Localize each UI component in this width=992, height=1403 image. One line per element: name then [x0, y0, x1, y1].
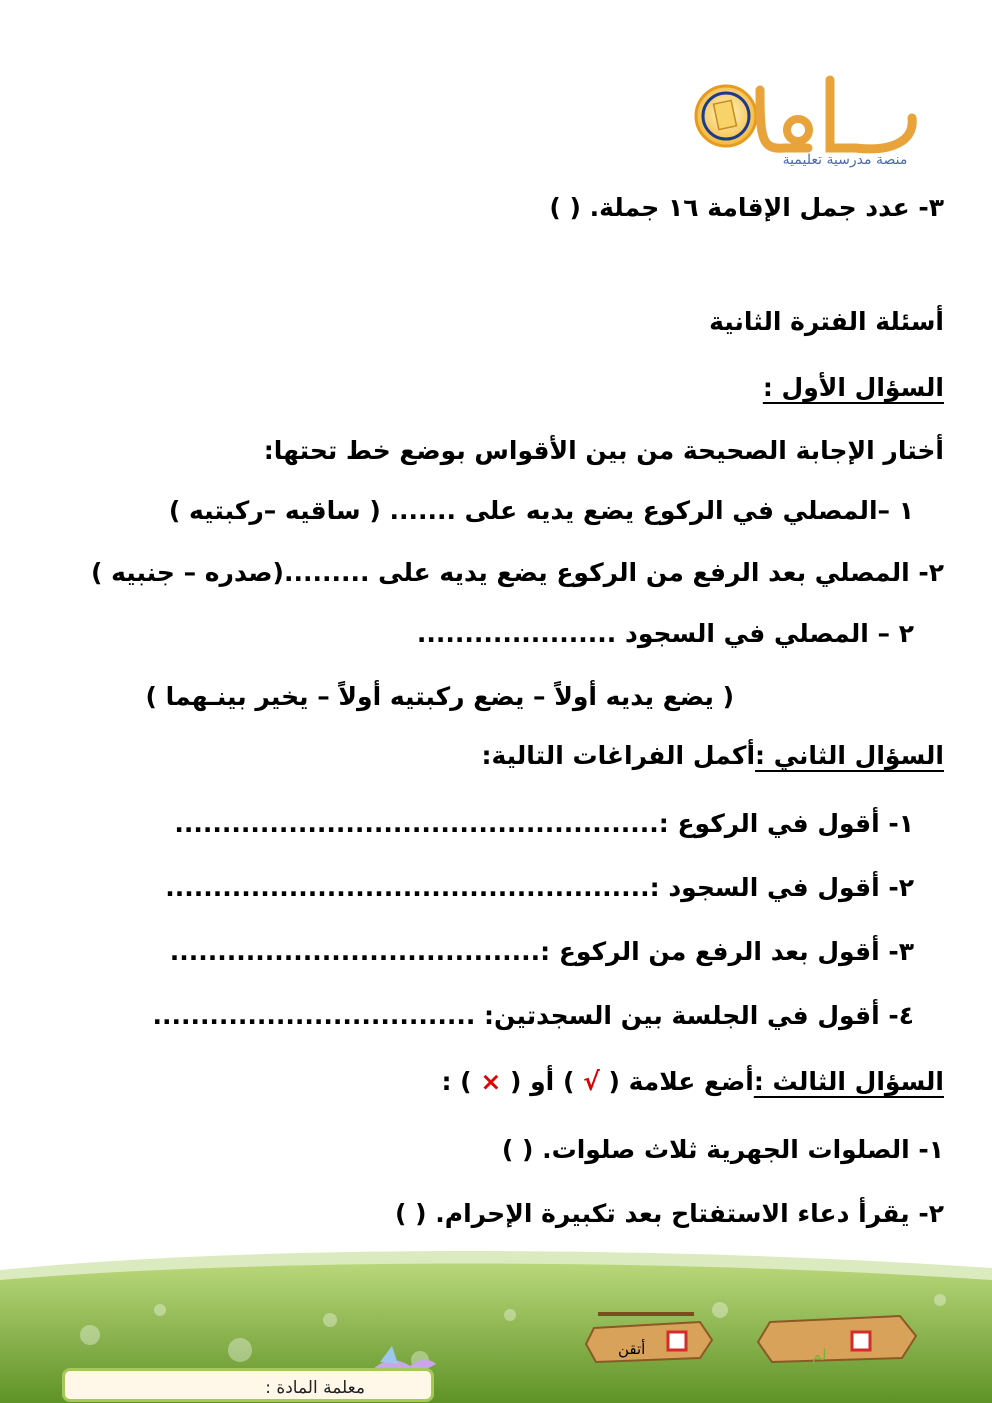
question-2-item-1: ١- أقول في الركوع :...................................................: [174, 809, 914, 838]
statement-3: ٣- عدد جمل الإقامة ١٦ جملة. ( ): [549, 193, 944, 222]
question-3-title: السؤال الثالث :: [753, 1067, 944, 1096]
question-3-instruction-c: ) :: [441, 1067, 472, 1096]
question-3-instruction-a: أضع علامة (: [608, 1067, 754, 1096]
logo-tagline: منصة مدرسية تعليمية: [782, 152, 908, 168]
question-1-item-2: ٢- المصلي بعد الرفع من الركوع يضع يديه على .........(صدره – جنبيه ): [90, 558, 944, 587]
board-label-not: لم: [812, 1346, 827, 1364]
question-2-title: السؤال الثاني :: [755, 741, 944, 770]
question-1-item-3-options: ( يضع يديه أولاً – يضع ركبتيه أولاً – يخير بينـهما ): [145, 682, 734, 711]
question-2-line: [481, 740, 944, 772]
question-2-item-2: ٢- أقول في السجود :...................................................: [165, 873, 914, 902]
question-2-item-4: ٤- أقول في الجلسة بين السجدتين: ..................................: [152, 1001, 914, 1030]
section-title: أسئلة الفترة الثانية: [709, 307, 944, 336]
question-1-item-1: ١ –المصلي في الركوع يضع يديه على ....... ( ساقيه –ركبتيه ): [168, 496, 914, 525]
question-1-title: السؤال الأول :: [762, 373, 944, 402]
board-label-mastered: أتقن: [618, 1340, 646, 1358]
cross-mark-icon: ×: [480, 1067, 502, 1096]
question-1-instruction: أختار الإجابة الصحيحة من بين الأقواس بوضع خط تحتها:: [263, 436, 944, 465]
question-2-item-3: ٣- أقول بعد الرفع من الركوع :.......................................: [169, 937, 914, 966]
question-3-instruction-b: ) أو (: [510, 1067, 575, 1096]
question-3-item-1: ١- الصلوات الجهرية ثلاث صلوات. ( ): [501, 1135, 944, 1164]
question-1-item-3: ٢ – المصلي في السجود .....................: [416, 619, 914, 648]
check-mark-icon: √: [583, 1067, 600, 1096]
question-2-instruction: أكمل الفراغات التالية:: [481, 741, 756, 770]
question-3-line: [441, 1066, 944, 1098]
sign-board-right: [758, 1316, 916, 1362]
teacher-label: معلمة المادة :: [265, 1378, 365, 1398]
question-3-item-2: ٢- يقرأ دعاء الاستفتاح بعد تكبيرة الإحرام. ( ): [394, 1199, 944, 1228]
